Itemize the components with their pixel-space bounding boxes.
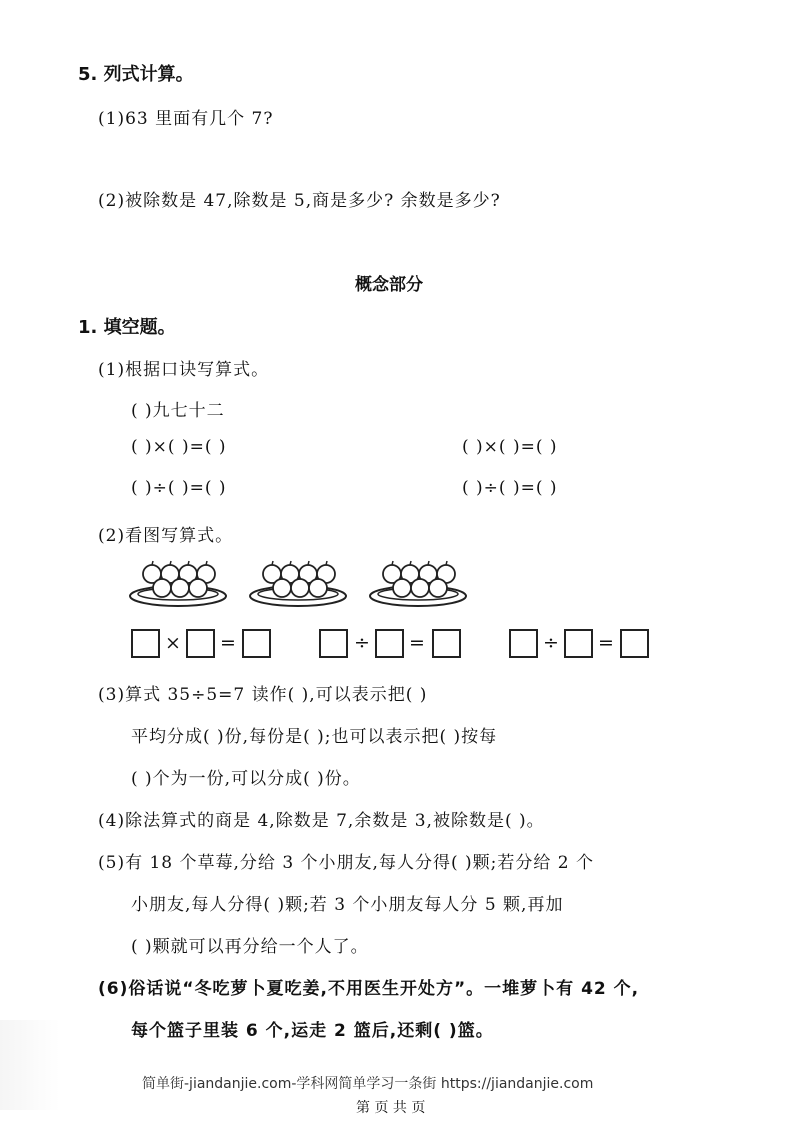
q4-text: (4)除法算式的商是 4,除数是 7,余数是 3,被除数是( )。 [98,811,545,831]
q6-line1: (6)俗话说“冬吃萝卜夏吃姜,不用医生开处方”。一堆萝卜有 42 个, [98,979,640,999]
q5-line3: ( )颗就可以再分给一个人了。 [131,937,369,957]
answer-box[interactable] [131,629,160,658]
footer-watermark: 简单街-jiandanjie.com-学科网简单学习一条街 https://jiandanjie.com [142,1076,594,1092]
answer-box[interactable] [509,629,538,658]
section-5-q2: (2)被除数是 47,除数是 5,商是多少? 余数是多少? [98,191,501,211]
answer-box[interactable] [242,629,271,658]
equals-sign: = [220,632,236,654]
q1-div-right: ( )÷( )=( ) [462,478,558,498]
answer-box[interactable] [432,629,461,658]
q5-line1: (5)有 18 个草莓,分给 3 个小朋友,每人分得( )颗;若分给 2 个 [98,853,594,873]
answer-box[interactable] [564,629,593,658]
section-5-heading: 5. 列式计算。 [78,64,194,85]
section-5-q1: (1)63 里面有几个 7? [98,109,274,129]
q3-line2: 平均分成( )份,每份是( );也可以表示把( )按每 [131,727,498,747]
q3-line1: (3)算式 35÷5=7 读作( ),可以表示把( ) [98,685,428,705]
operator: ÷ [543,632,559,654]
q1-mult-right: ( )×( )=( ) [462,437,558,457]
q6-line2: 每个篮子里装 6 个,运走 2 篮后,还剩( )篮。 [131,1021,494,1041]
answer-box[interactable] [375,629,404,658]
apple-plate-3-icon [368,556,468,608]
concept-title: 概念部分 [355,275,423,295]
apple-plate-2-icon [248,556,348,608]
q1-line1: ( )九七十二 [131,401,225,421]
operator: ÷ [354,632,370,654]
q3-line3: ( )个为一份,可以分成( )份。 [131,769,361,789]
section-1-heading: 1. 填空题。 [78,317,176,338]
q1-mult-left: ( )×( )=( ) [131,437,227,457]
operator: × [165,632,181,654]
answer-box[interactable] [186,629,215,658]
answer-box[interactable] [620,629,649,658]
scan-shadow [0,1020,60,1110]
q1-label: (1)根据口诀写算式。 [98,360,270,380]
equals-sign: = [409,632,425,654]
apple-plate-1-icon [128,556,228,608]
q2-label: (2)看图写算式。 [98,526,234,546]
answer-box[interactable] [319,629,348,658]
footer-page-number: 第 页 共 页 [356,1100,426,1116]
q1-div-left: ( )÷( )=( ) [131,478,227,498]
equals-sign: = [598,632,614,654]
q5-line2: 小朋友,每人分得( )颗;若 3 个小朋友每人分 5 颗,再加 [131,895,564,915]
